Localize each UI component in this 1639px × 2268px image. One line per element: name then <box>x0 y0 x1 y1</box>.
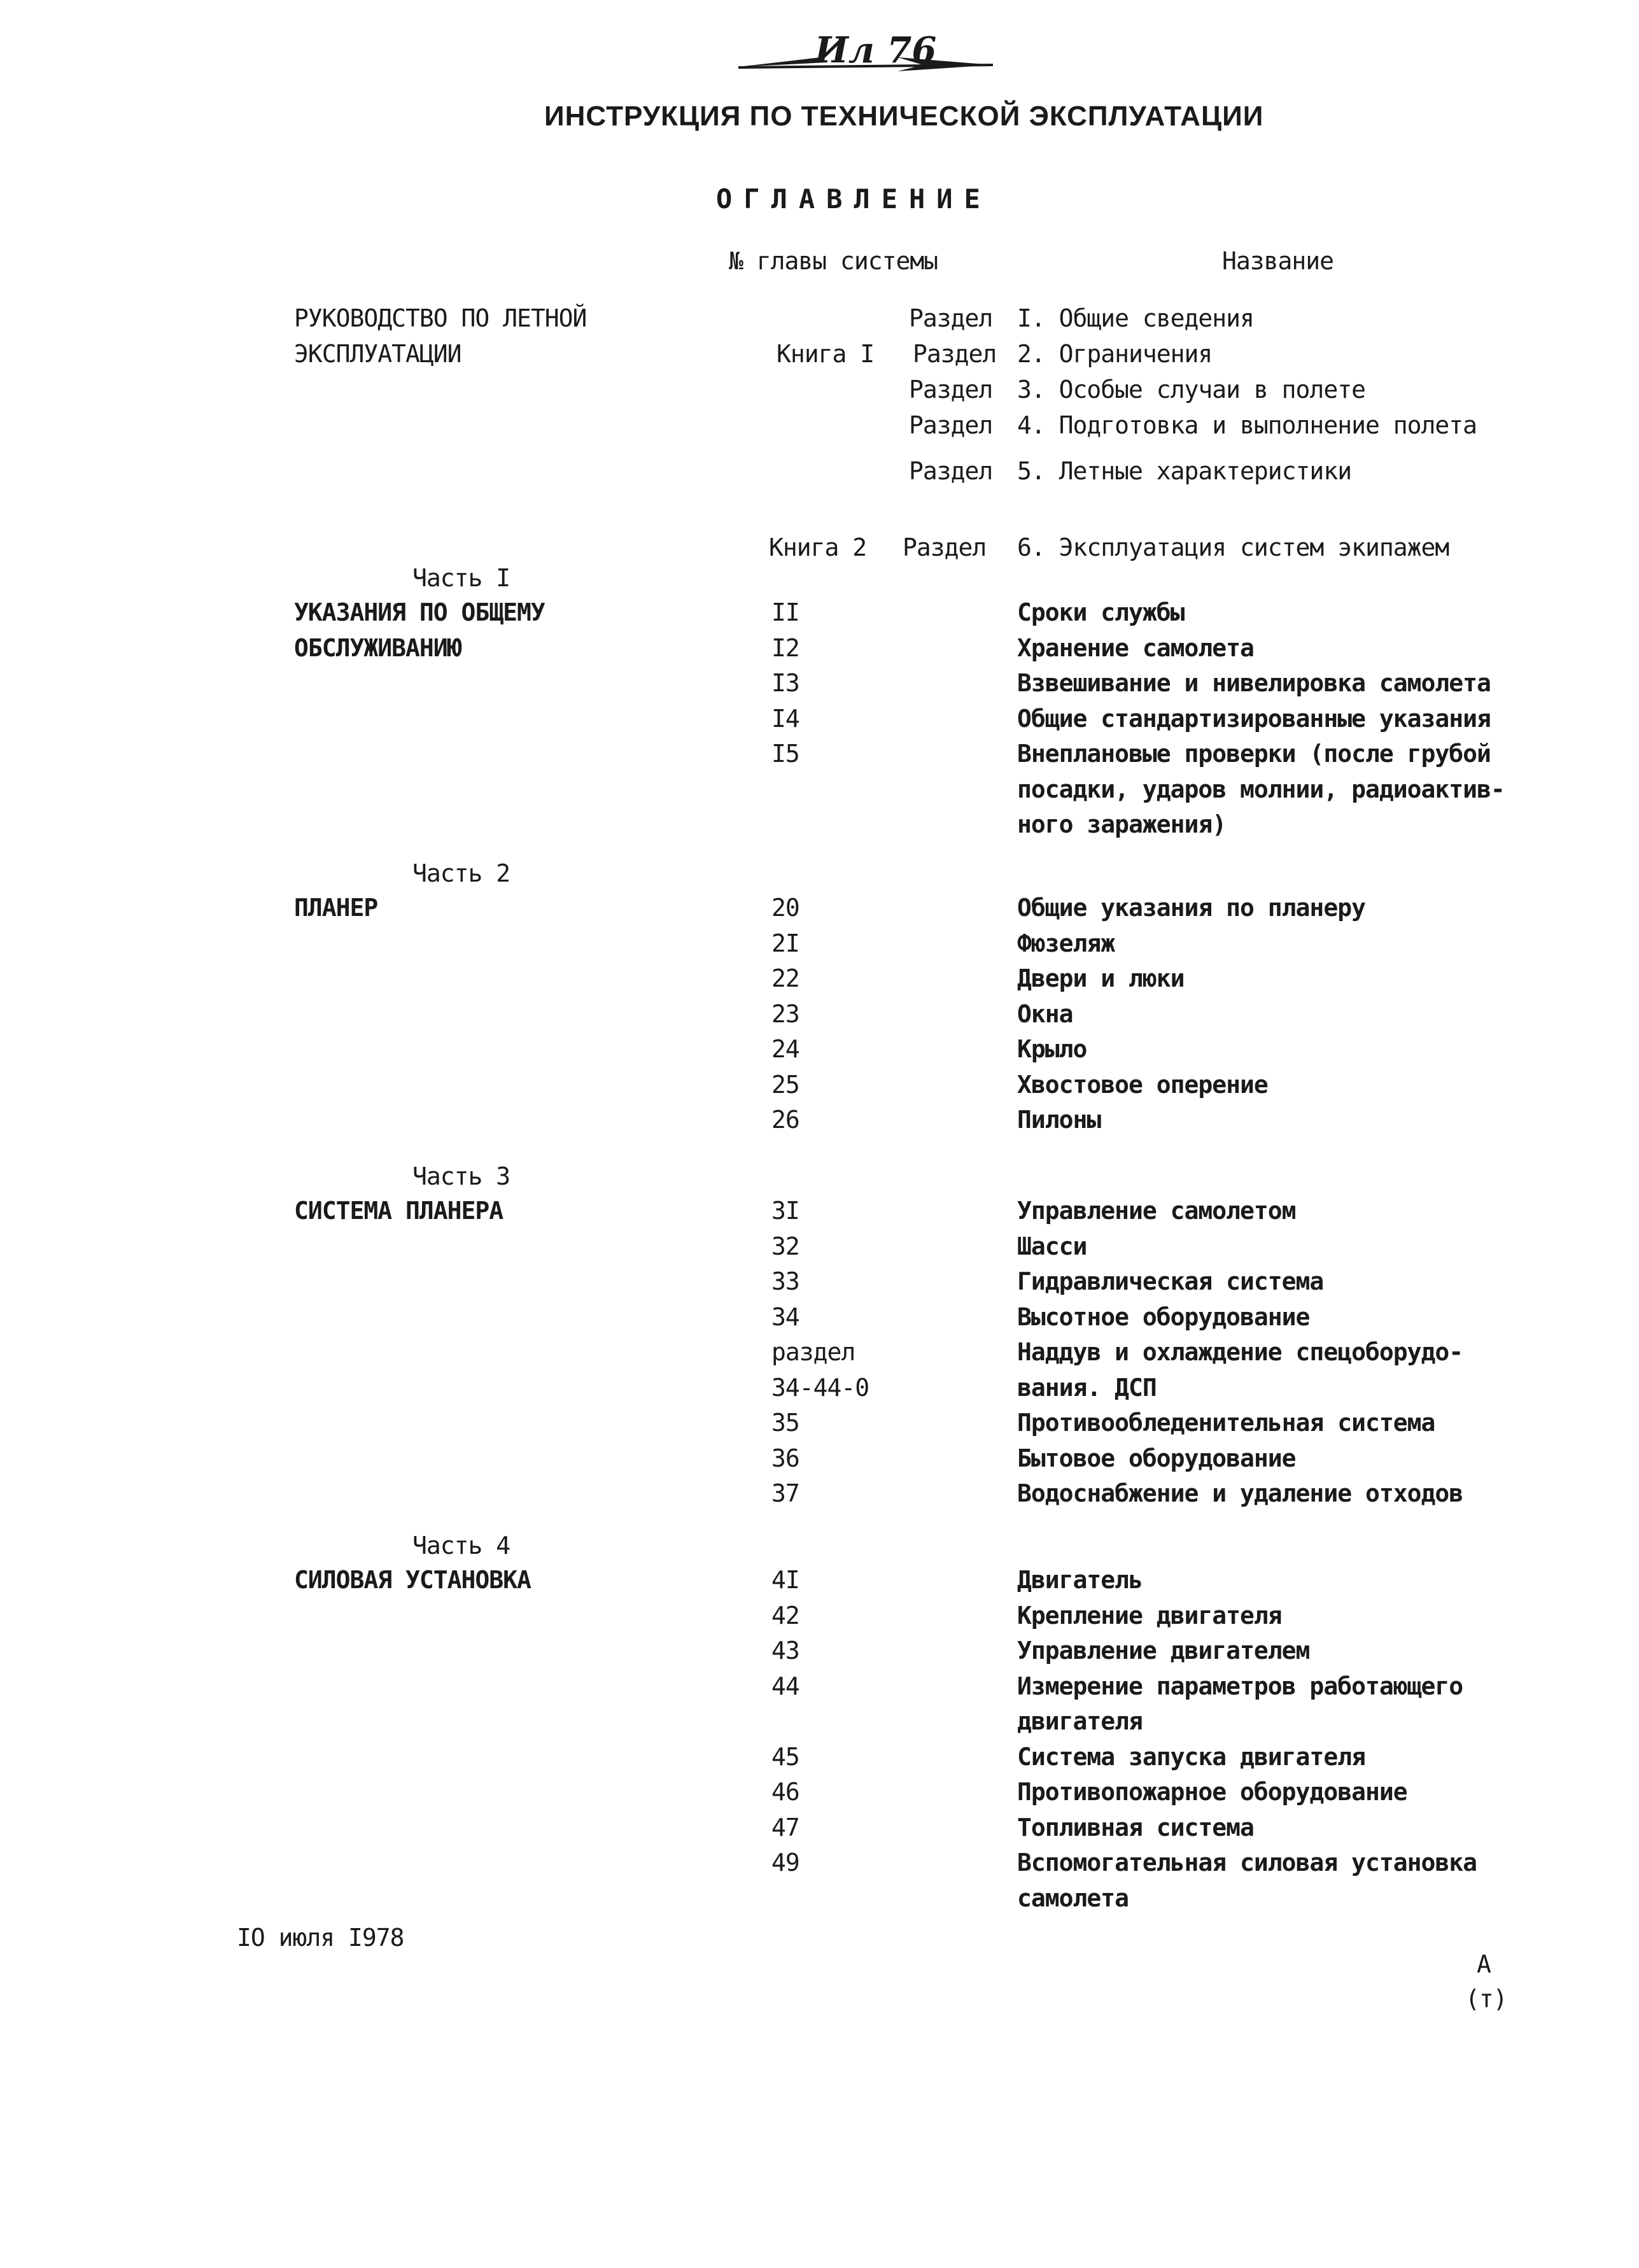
chapter-name: Система запуска двигателя <box>1017 1742 1365 1771</box>
part-label: Часть I <box>412 564 510 592</box>
chapter-number: 42 <box>771 1601 799 1630</box>
book-1-label: Книга I <box>777 340 875 368</box>
chapter-number-sub: 34-44-0 <box>771 1373 869 1402</box>
flight-manual-title-2: ЭКСПЛУАТАЦИИ <box>294 340 461 368</box>
chapter-name: вания. ДСП <box>1017 1373 1157 1402</box>
column-name-header: Название <box>1222 247 1334 275</box>
chapter-number: 20 <box>771 894 799 922</box>
document-title: ИНСТРУКЦИЯ ПО ТЕХНИЧЕСКОЙ ЭКСПЛУАТАЦИИ <box>544 101 1264 132</box>
chapter-name: Управление двигателем <box>1017 1637 1310 1665</box>
section-label: Раздел <box>909 304 993 332</box>
logo-text: Ил 76 <box>815 29 937 71</box>
chapter-name: Крыло <box>1017 1035 1087 1063</box>
chapter-name: самолета <box>1017 1884 1129 1912</box>
chapter-name: Гидравлическая система <box>1017 1267 1324 1295</box>
part-label: Часть 3 <box>412 1162 510 1190</box>
chapter-number: II <box>771 598 799 626</box>
chapter-name: Пилоны <box>1017 1106 1101 1134</box>
chapter-name: Фюзеляж <box>1017 929 1115 957</box>
chapter-name: Общие стандартизированные указания <box>1017 704 1491 733</box>
chapter-number: 22 <box>771 964 799 992</box>
chapter-number: 23 <box>771 999 799 1028</box>
section-name: 2. Ограничения <box>1017 340 1213 368</box>
chapter-name: Высотное оборудование <box>1017 1302 1310 1331</box>
chapter-number: 47 <box>771 1813 799 1842</box>
chapter-number: 34 <box>771 1302 799 1331</box>
chapter-number: 32 <box>771 1232 799 1260</box>
chapter-name: Водоснабжение и удаление отходов <box>1017 1479 1463 1507</box>
section-name: 5. Летные характеристики <box>1017 457 1352 485</box>
chapter-number: 25 <box>771 1070 799 1099</box>
chapter-number: 43 <box>771 1637 799 1665</box>
chapter-name: Хранение самолета <box>1017 633 1254 662</box>
chapter-number: 4I <box>771 1566 799 1594</box>
chapter-name: Управление самолетом <box>1017 1197 1296 1225</box>
logo-stamp <box>732 29 999 83</box>
section-name: 4. Подготовка и выполнение полета <box>1017 411 1477 439</box>
section-label: Раздел <box>913 340 997 368</box>
part-title: ОБСЛУЖИВАНИЮ <box>294 633 461 662</box>
section-name: 6. Эксплуатация систем экипажем <box>1017 533 1449 561</box>
section-label: Раздел <box>903 533 987 561</box>
chapter-name: Общие указания по планеру <box>1017 894 1365 922</box>
page-subletter: (т) <box>1465 1985 1507 2013</box>
chapter-number: 36 <box>771 1444 799 1472</box>
chapter-name: Внеплановые проверки (после грубой <box>1017 740 1491 768</box>
chapter-number: 49 <box>771 1849 799 1877</box>
chapter-name: Окна <box>1017 999 1073 1028</box>
section-label: Раздел <box>909 457 993 485</box>
part-title: УКАЗАНИЯ ПО ОБЩЕМУ <box>294 598 545 626</box>
chapter-name: Топливная система <box>1017 1813 1254 1842</box>
part-title: ПЛАНЕР <box>294 894 378 922</box>
chapter-number: 24 <box>771 1035 799 1063</box>
issue-date: IO июля I978 <box>237 1924 404 1952</box>
chapter-name: Бытовое оборудование <box>1017 1444 1296 1472</box>
part-label: Часть 2 <box>412 859 510 887</box>
chapter-name: Крепление двигателя <box>1017 1601 1282 1630</box>
chapter-name: Противообледенительная система <box>1017 1409 1435 1437</box>
section-name: I. Общие сведения <box>1017 304 1254 332</box>
chapter-name: Взвешивание и нивелировка самолета <box>1017 669 1491 697</box>
chapter-name: Двигатель <box>1017 1566 1143 1594</box>
chapter-number: I4 <box>771 704 799 733</box>
chapter-number: 26 <box>771 1106 799 1134</box>
chapter-number: 45 <box>771 1742 799 1771</box>
part-title: СИЛОВАЯ УСТАНОВКА <box>294 1566 531 1594</box>
chapter-name: Сроки службы <box>1017 598 1185 626</box>
chapter-name: ного заражения) <box>1017 810 1227 838</box>
chapter-number: 2I <box>771 929 799 957</box>
page-letter: А <box>1477 1950 1491 1978</box>
chapter-name: Вспомогательная силовая установка <box>1017 1849 1477 1877</box>
column-chapter-header: № главы системы <box>729 247 938 275</box>
chapter-name: Измерение параметров работающего <box>1017 1672 1463 1700</box>
chapter-number: 37 <box>771 1479 799 1507</box>
chapter-number: 44 <box>771 1672 799 1700</box>
part-label: Часть 4 <box>412 1532 510 1560</box>
chapter-name: посадки, ударов молнии, радиоактив- <box>1017 775 1505 803</box>
flight-manual-title: РУКОВОДСТВО ПО ЛЕТНОЙ <box>294 304 587 332</box>
section-label: Раздел <box>909 376 993 404</box>
section-label: Раздел <box>909 411 993 439</box>
chapter-number: 3I <box>771 1197 799 1225</box>
chapter-number: I2 <box>771 633 799 662</box>
toc-heading: ОГЛАВЛЕНИЕ <box>716 183 992 215</box>
chapter-number: 46 <box>771 1778 799 1806</box>
part-title: СИСТЕМА ПЛАНЕРА <box>294 1197 503 1225</box>
chapter-number: раздел <box>771 1338 855 1366</box>
section-name: 3. Особые случаи в полете <box>1017 376 1365 404</box>
chapter-number: 35 <box>771 1409 799 1437</box>
chapter-name: Хвостовое оперение <box>1017 1070 1268 1099</box>
chapter-name: Шасси <box>1017 1232 1087 1260</box>
chapter-name: Противопожарное оборудование <box>1017 1778 1407 1806</box>
chapter-name: Наддув и охлаждение спецоборудо- <box>1017 1338 1463 1366</box>
chapter-number: 33 <box>771 1267 799 1295</box>
chapter-name: Двери и люки <box>1017 964 1185 992</box>
book-2-label: Книга 2 <box>769 533 867 561</box>
chapter-number: I5 <box>771 740 799 768</box>
chapter-number: I3 <box>771 669 799 697</box>
chapter-name: двигателя <box>1017 1707 1143 1735</box>
